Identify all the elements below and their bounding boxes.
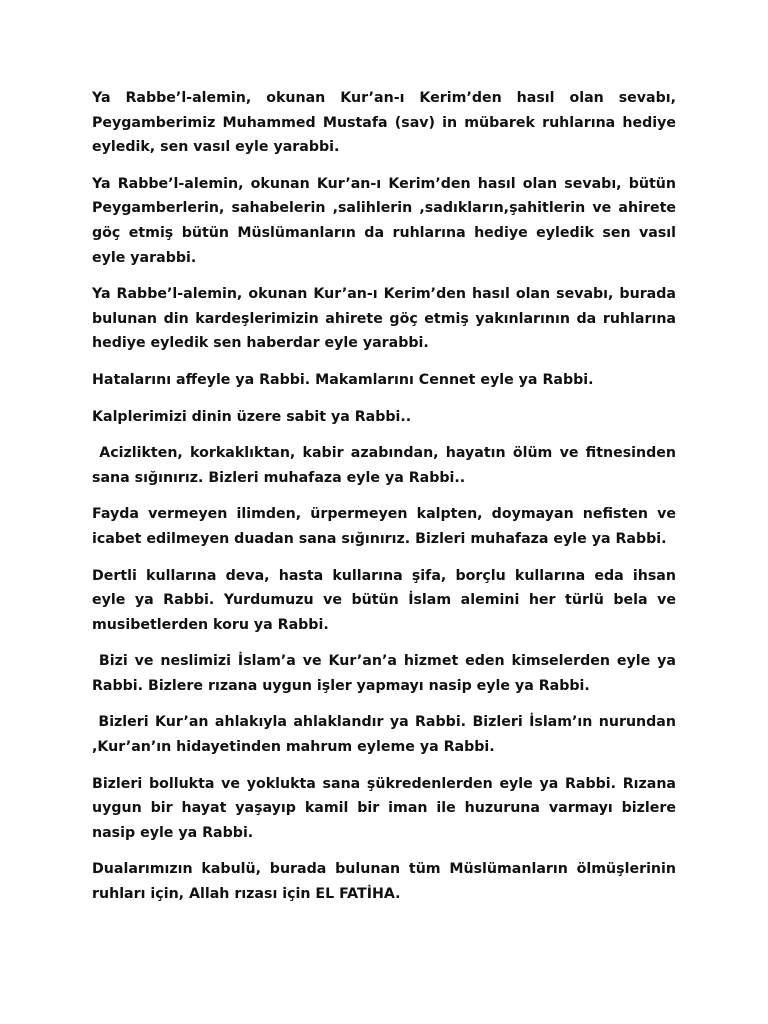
paragraph-8: Dertli kullarına deva, hasta kullarına şifa, borçlu kullarına eda ihsan eyle ya Rabbi. Yurdumuzu ve bütün İslam alemini her türlü bela ve musibetlerden koru ya Rabbi. [92,567,681,633]
paragraph-3: Ya Rabbe’l-alemin, okunan Kur’an-ı Kerim’den hasıl olan sevabı, burada bulunan din kardeşlerimizin ahirete göç etmiş yakınlarının da ruhlarına hediye eyledik sen haberdar eyle yarabbi. [92,286,681,352]
paragraph-5: Kalplerimizi dinin üzere sabit ya Rabbi.. [92,408,412,425]
paragraph-2: Ya Rabbe’l-alemin, okunan Kur’an-ı Kerim’den hasıl olan sevabı, bütün Peygamberlerin, sahabelerin ,salihlerin ,sadıkların,şahitlerin ve ahirete göç etmiş bütün Müslümanların da ruhlarına hediye eyledik sen vasıl eyle yarabbi. [92,175,681,266]
paragraph-12: Dualarımızın kabulü, burada bulunan tüm Müslümanların ölmüşlerinin ruhları için, Allah rızası için EL FATİHA. [92,861,681,903]
paragraph-11: Bizleri bollukta ve yoklukta sana şükredenlerden eyle ya Rabbi. Rızana uygun bir hayat yaşayıp kamil bir iman ile huzuruna varmayı bizlere nasip eyle ya Rabbi. [92,775,681,841]
paragraph-4: Hatalarını affeyle ya Rabbi. Makamlarını Cennet eyle ya Rabbi. [92,371,594,388]
paragraph-7: Fayda vermeyen ilimden, ürpermeyen kalpten, doymayan nefisten ve icabet edilmeyen duadan sana sığınırız. Bizleri muhafaza eyle ya Rabbi. [92,506,681,547]
paragraph-10: Bizleri Kur’an ahlakıyla ahlaklandır ya Rabbi. Bizleri İslam’ın nurundan ,Kur’an’ın hidayetinden mahrum eyleme ya Rabbi. [92,714,681,756]
paragraph-6: Acizlikten, korkaklıktan, kabir azabından, hayatın ölüm ve fitnesinden sana sığınırız. Bizleri muhafaza eyle ya Rabbi.. [92,445,681,486]
paragraph-9: Bizi ve neslimizi İslam’a ve Kur’an’a hizmet eden kimselerden eyle ya Rabbi. Bizlere rızana uygun işler yapmayı nasip eyle ya Rabbi. [92,653,681,694]
paragraph-1: Ya Rabbe’l-alemin, okunan Kur’an-ı Kerim’den hasıl olan sevabı, Peygamberimiz Muhammed Mustafa (sav) in mübarek ruhlarına hediye eyledik, sen vasıl eyle yarabbi. [92,90,681,156]
